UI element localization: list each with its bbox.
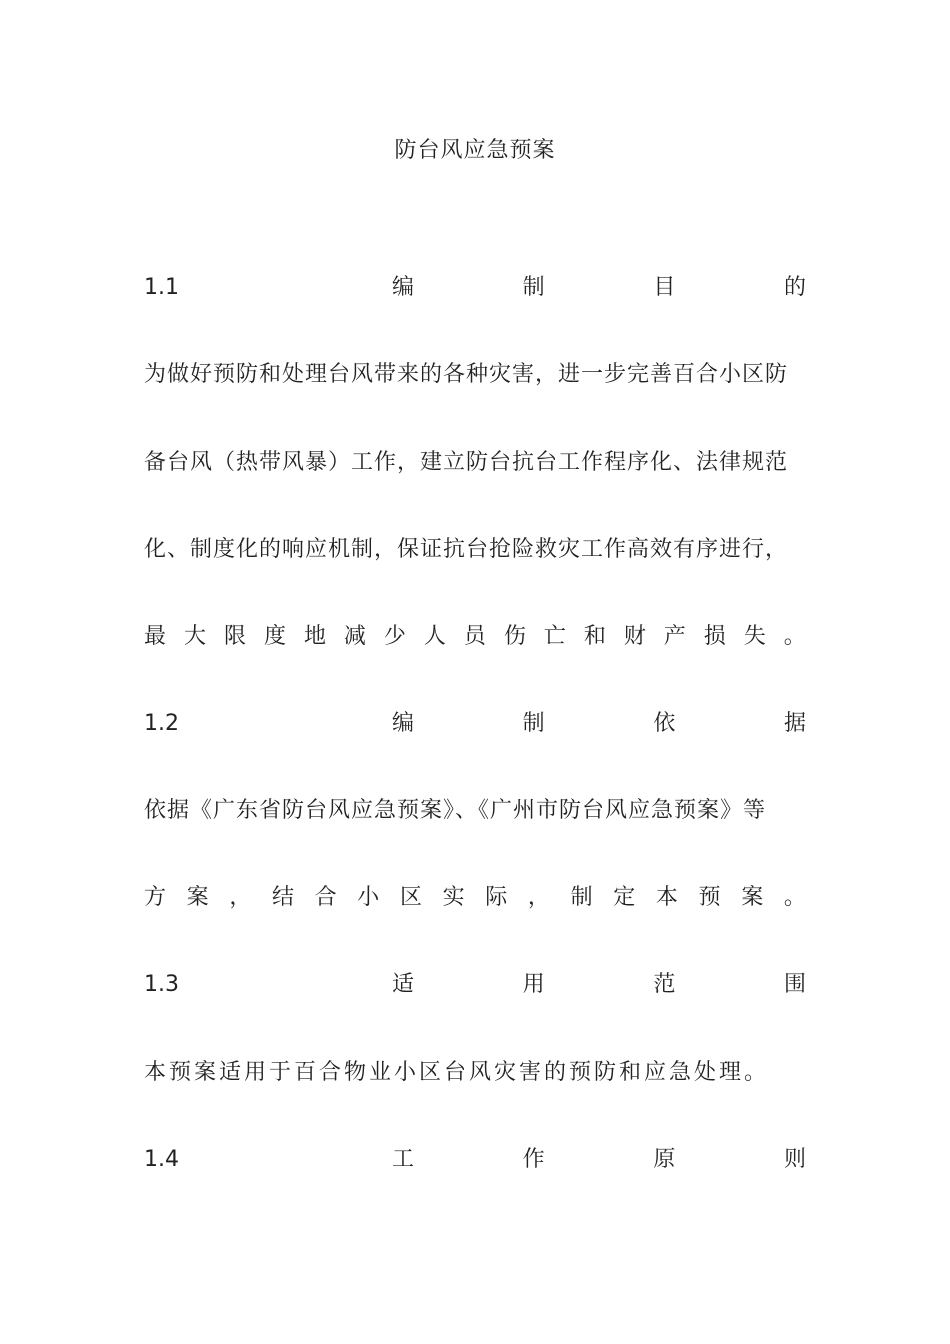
paragraph-char: 和 (583, 624, 606, 649)
section-number: 1.3 (144, 972, 179, 997)
section-title-char: 适 (392, 972, 415, 997)
section-title-char: 据 (783, 711, 806, 736)
section-number: 1.1 (144, 275, 179, 300)
section-title-char: 作 (522, 1147, 545, 1172)
paragraph-char: 。 (783, 624, 806, 649)
paragraph-char: 限 (223, 624, 246, 649)
paragraph-line: 为做好预防和处理台风带来的各种灾害，进一步完善百合小区防 (144, 362, 789, 387)
section-title-char: 原 (653, 1147, 676, 1172)
section-title (392, 273, 806, 303)
paragraph-char: 大 (183, 624, 206, 649)
section-title-char: 编 (392, 275, 415, 300)
paragraph-line: 化、制度化的响应机制，保证抗台抢险救灾工作高效有序进行， (144, 537, 789, 562)
paragraph-char: 本 (655, 885, 678, 910)
section-title-char: 围 (783, 972, 806, 997)
section-title-char: 依 (653, 711, 676, 736)
section-title-char: 工 (392, 1147, 415, 1172)
paragraph-char: 员 (463, 624, 486, 649)
section-title-char: 制 (522, 275, 545, 300)
paragraph-char: 减 (343, 624, 366, 649)
section-title (392, 709, 806, 739)
paragraph-char: 失 (743, 624, 766, 649)
paragraph-char: 预 (698, 885, 721, 910)
paragraph-char: 财 (623, 624, 646, 649)
paragraph-char: 区 (399, 885, 422, 910)
paragraph-line-justified (144, 622, 806, 652)
section-number: 1.2 (144, 711, 179, 736)
paragraph-line-justified (144, 883, 806, 913)
section-number: 1.4 (144, 1147, 179, 1172)
section-heading-1-4 (144, 1145, 806, 1175)
section-heading-1-2 (144, 709, 806, 739)
section-title-char: 用 (522, 972, 545, 997)
paragraph-char: 伤 (503, 624, 526, 649)
section-title-char: 则 (783, 1147, 806, 1172)
paragraph-char: ， (229, 885, 252, 910)
section-title-char: 目 (653, 275, 676, 300)
paragraph-line: 备台风（热带风暴）工作，建立防台抗台工作程序化、法律规范 (144, 450, 789, 475)
section-heading-1-1 (144, 273, 806, 303)
paragraph-char: 地 (303, 624, 326, 649)
paragraph-char: 损 (703, 624, 726, 649)
paragraph-char: 结 (271, 885, 294, 910)
section-title-char: 编 (392, 711, 415, 736)
paragraph-char: 际 (485, 885, 508, 910)
paragraph-char: 产 (663, 624, 686, 649)
paragraph-char: 人 (423, 624, 446, 649)
document-title: 防台风应急预案 (394, 138, 556, 163)
paragraph-char: 案 (186, 885, 209, 910)
paragraph-char: 最 (144, 624, 167, 649)
paragraph-line: 本预案适用于百合物业小区台风灾害的预防和应急处理。 (144, 1060, 770, 1085)
paragraph-line: 依据《广东省防台风应急预案》、《广州市防台风应急预案》等 (144, 798, 767, 823)
paragraph-char: 少 (383, 624, 406, 649)
section-title-char: 的 (783, 275, 806, 300)
section-title (392, 970, 806, 1000)
paragraph-char: 合 (314, 885, 337, 910)
section-title (392, 1145, 806, 1175)
section-heading-1-3 (144, 970, 806, 1000)
paragraph-char: 方 (144, 885, 167, 910)
paragraph-char: 小 (357, 885, 380, 910)
paragraph-char: 制 (570, 885, 593, 910)
paragraph-char: 度 (263, 624, 286, 649)
paragraph-char: ， (527, 885, 550, 910)
paragraph-char: 。 (783, 885, 806, 910)
paragraph-char: 实 (442, 885, 465, 910)
paragraph-char: 定 (613, 885, 636, 910)
section-title-char: 范 (653, 972, 676, 997)
paragraph-char: 亡 (543, 624, 566, 649)
section-title-char: 制 (522, 711, 545, 736)
paragraph-char: 案 (741, 885, 764, 910)
